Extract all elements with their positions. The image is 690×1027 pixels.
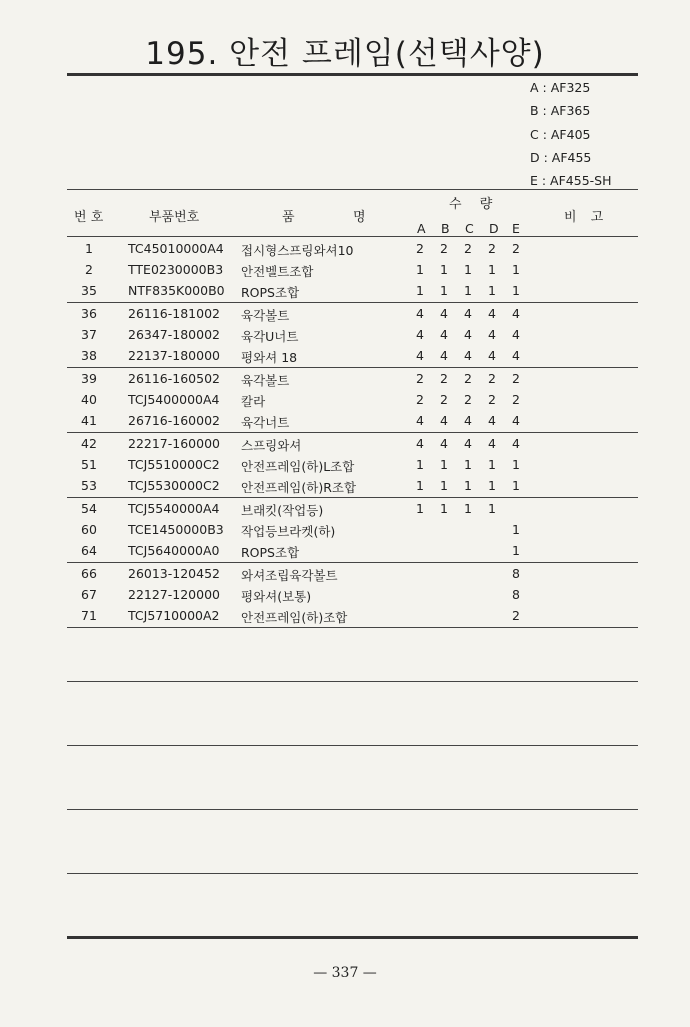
page-title: 195. 안전 프레임(선택사양) xyxy=(145,36,545,72)
part-name: 스프링와셔 xyxy=(241,438,302,453)
qty-a: 2 xyxy=(416,241,424,256)
table-row xyxy=(0,238,690,259)
part-name: 안전프레임(하)L조합 xyxy=(241,459,355,474)
page-number: — 337 — xyxy=(313,965,377,981)
table-row xyxy=(0,519,690,540)
table-row xyxy=(0,605,690,626)
table-row xyxy=(0,389,690,410)
qty-e: 8 xyxy=(512,587,520,602)
part-number: 26116-160502 xyxy=(128,371,220,386)
qty-e: 2 xyxy=(512,608,520,623)
qty-col-d: D xyxy=(489,221,499,236)
qty-b: 1 xyxy=(440,478,448,493)
part-number: TCJ5530000C2 xyxy=(128,478,220,493)
qty-c: 4 xyxy=(464,413,472,428)
qty-b: 2 xyxy=(440,392,448,407)
blank-rule-4 xyxy=(67,873,638,874)
part-number: 26013-120452 xyxy=(128,566,220,581)
qty-d: 4 xyxy=(488,327,496,342)
header-part-no: 부품번호 xyxy=(149,210,200,225)
table-row xyxy=(0,540,690,561)
table-row xyxy=(0,498,690,519)
table-row xyxy=(0,563,690,584)
qty-d: 4 xyxy=(488,436,496,451)
qty-a: 1 xyxy=(416,501,424,516)
qty-a: 4 xyxy=(416,436,424,451)
item-number: 64 xyxy=(81,543,97,558)
table-row xyxy=(0,368,690,389)
part-name: 육각U너트 xyxy=(241,329,299,344)
bottom-rule xyxy=(67,936,638,939)
part-number: 26347-180002 xyxy=(128,327,220,342)
qty-b: 1 xyxy=(440,262,448,277)
qty-a: 1 xyxy=(416,457,424,472)
part-name: 칼라 xyxy=(241,394,266,409)
qty-a: 4 xyxy=(416,306,424,321)
part-number: TCJ5640000A0 xyxy=(128,543,220,558)
qty-a: 4 xyxy=(416,327,424,342)
model-legend-b: B : AF365 xyxy=(530,103,591,119)
part-name: 와셔조립육각볼트 xyxy=(241,568,338,583)
table-row xyxy=(0,280,690,301)
qty-col-b: B xyxy=(441,221,450,236)
model-legend-e: E : AF455-SH xyxy=(530,173,612,189)
part-name: 작업등브라켓(하) xyxy=(241,524,336,539)
qty-d: 1 xyxy=(488,283,496,298)
item-number: 39 xyxy=(81,371,97,386)
qty-c: 1 xyxy=(464,262,472,277)
table-row xyxy=(0,475,690,496)
qty-c: 2 xyxy=(464,392,472,407)
part-number: TTE0230000B3 xyxy=(128,262,224,277)
qty-e: 1 xyxy=(512,543,520,558)
qty-c: 4 xyxy=(464,436,472,451)
qty-c: 1 xyxy=(464,478,472,493)
qty-e: 4 xyxy=(512,348,520,363)
qty-e: 1 xyxy=(512,522,520,537)
part-name: 육각볼트 xyxy=(241,373,290,388)
part-number: 22217-160000 xyxy=(128,436,220,451)
qty-d: 1 xyxy=(488,457,496,472)
item-number: 66 xyxy=(81,566,97,581)
item-number: 60 xyxy=(81,522,97,537)
table-row xyxy=(0,454,690,475)
header-remark: 비 고 xyxy=(564,210,604,225)
item-number: 38 xyxy=(81,348,97,363)
qty-a: 1 xyxy=(416,478,424,493)
qty-d: 1 xyxy=(488,478,496,493)
item-number: 37 xyxy=(81,327,97,342)
qty-c: 4 xyxy=(464,327,472,342)
qty-b: 1 xyxy=(440,283,448,298)
item-number: 41 xyxy=(81,413,97,428)
qty-c: 2 xyxy=(464,371,472,386)
item-number: 67 xyxy=(81,587,97,602)
qty-d: 1 xyxy=(488,501,496,516)
part-number: TCJ5400000A4 xyxy=(128,392,220,407)
table-row xyxy=(0,410,690,431)
part-number: 22127-120000 xyxy=(128,587,220,602)
qty-e: 1 xyxy=(512,283,520,298)
qty-d: 2 xyxy=(488,392,496,407)
qty-e: 4 xyxy=(512,327,520,342)
qty-c: 1 xyxy=(464,501,472,516)
qty-b: 4 xyxy=(440,436,448,451)
part-name: 안전프레임(하)조합 xyxy=(241,610,348,625)
part-name: 접시형스프링와셔10 xyxy=(241,243,354,258)
qty-e: 2 xyxy=(512,392,520,407)
part-name: ROPS조합 xyxy=(241,545,300,560)
item-number: 40 xyxy=(81,392,97,407)
blank-rule-2 xyxy=(67,745,638,746)
qty-e: 2 xyxy=(512,241,520,256)
qty-b: 4 xyxy=(440,327,448,342)
qty-b: 4 xyxy=(440,306,448,321)
qty-e: 4 xyxy=(512,306,520,321)
model-legend-a: A : AF325 xyxy=(530,80,591,95)
model-legend-d: D : AF455 xyxy=(530,149,592,165)
part-name: 안전프레임(하)R조합 xyxy=(241,480,357,495)
table-row xyxy=(0,259,690,280)
qty-b: 2 xyxy=(440,371,448,386)
item-number: 35 xyxy=(81,283,97,298)
header-bottom-rule xyxy=(67,236,638,237)
table-row xyxy=(0,345,690,366)
model-legend-c: C : AF405 xyxy=(530,126,591,142)
item-number: 71 xyxy=(81,608,97,623)
qty-a: 4 xyxy=(416,413,424,428)
part-number: 26116-181002 xyxy=(128,306,220,321)
qty-e: 1 xyxy=(512,478,520,493)
part-name: 평와셔 18 xyxy=(241,350,298,365)
part-number: 22137-180000 xyxy=(128,348,220,363)
header-no: 번 호 xyxy=(74,210,104,225)
table-row xyxy=(0,433,690,454)
qty-a: 2 xyxy=(416,392,424,407)
item-number: 42 xyxy=(81,436,97,451)
part-name: 안전벨트조합 xyxy=(241,264,314,279)
part-name: ROPS조합 xyxy=(241,285,300,300)
qty-c: 4 xyxy=(464,306,472,321)
part-number: TC45010000A4 xyxy=(128,241,224,256)
part-name: 브래킷(작업등) xyxy=(241,503,324,518)
qty-b: 4 xyxy=(440,348,448,363)
header-name-2: 명 xyxy=(353,210,366,225)
item-number: 36 xyxy=(81,306,97,321)
group-rule xyxy=(67,627,638,628)
item-number: 2 xyxy=(85,262,93,277)
qty-col-c: C xyxy=(465,221,474,236)
qty-a: 1 xyxy=(416,262,424,277)
qty-a: 2 xyxy=(416,371,424,386)
blank-rule-3 xyxy=(67,809,638,810)
part-name: 육각볼트 xyxy=(241,308,290,323)
item-number: 1 xyxy=(85,241,93,256)
qty-c: 2 xyxy=(464,241,472,256)
part-number: NTF835K000B0 xyxy=(128,283,225,298)
qty-d: 2 xyxy=(488,371,496,386)
qty-col-a: A xyxy=(417,221,426,236)
qty-d: 4 xyxy=(488,413,496,428)
qty-b: 1 xyxy=(440,501,448,516)
qty-c: 4 xyxy=(464,348,472,363)
qty-e: 1 xyxy=(512,457,520,472)
item-number: 54 xyxy=(81,501,97,516)
part-number: TCJ5710000A2 xyxy=(128,608,220,623)
qty-b: 4 xyxy=(440,413,448,428)
qty-d: 1 xyxy=(488,262,496,277)
qty-e: 4 xyxy=(512,413,520,428)
header-qty: 수 량 xyxy=(449,197,493,212)
header-name-1: 품 xyxy=(282,210,295,225)
qty-c: 1 xyxy=(464,283,472,298)
part-name: 육각너트 xyxy=(241,415,290,430)
qty-d: 2 xyxy=(488,241,496,256)
table-row xyxy=(0,324,690,345)
qty-b: 1 xyxy=(440,457,448,472)
qty-d: 4 xyxy=(488,306,496,321)
model-legend xyxy=(530,76,612,192)
part-name: 평와셔(보통) xyxy=(241,589,312,604)
qty-d: 4 xyxy=(488,348,496,363)
qty-a: 4 xyxy=(416,348,424,363)
qty-col-e: E xyxy=(512,221,520,236)
qty-a: 1 xyxy=(416,283,424,298)
part-number: TCJ5510000C2 xyxy=(128,457,220,472)
qty-e: 1 xyxy=(512,262,520,277)
part-number: TCE1450000B3 xyxy=(128,522,224,537)
table-row xyxy=(0,303,690,324)
qty-c: 1 xyxy=(464,457,472,472)
part-number: 26716-160002 xyxy=(128,413,220,428)
qty-b: 2 xyxy=(440,241,448,256)
table-top-rule xyxy=(67,189,638,190)
qty-e: 8 xyxy=(512,566,520,581)
table-row xyxy=(0,584,690,605)
part-number: TCJ5540000A4 xyxy=(128,501,220,516)
qty-e: 4 xyxy=(512,436,520,451)
qty-e: 2 xyxy=(512,371,520,386)
blank-rule-1 xyxy=(67,681,638,682)
item-number: 51 xyxy=(81,457,97,472)
item-number: 53 xyxy=(81,478,97,493)
